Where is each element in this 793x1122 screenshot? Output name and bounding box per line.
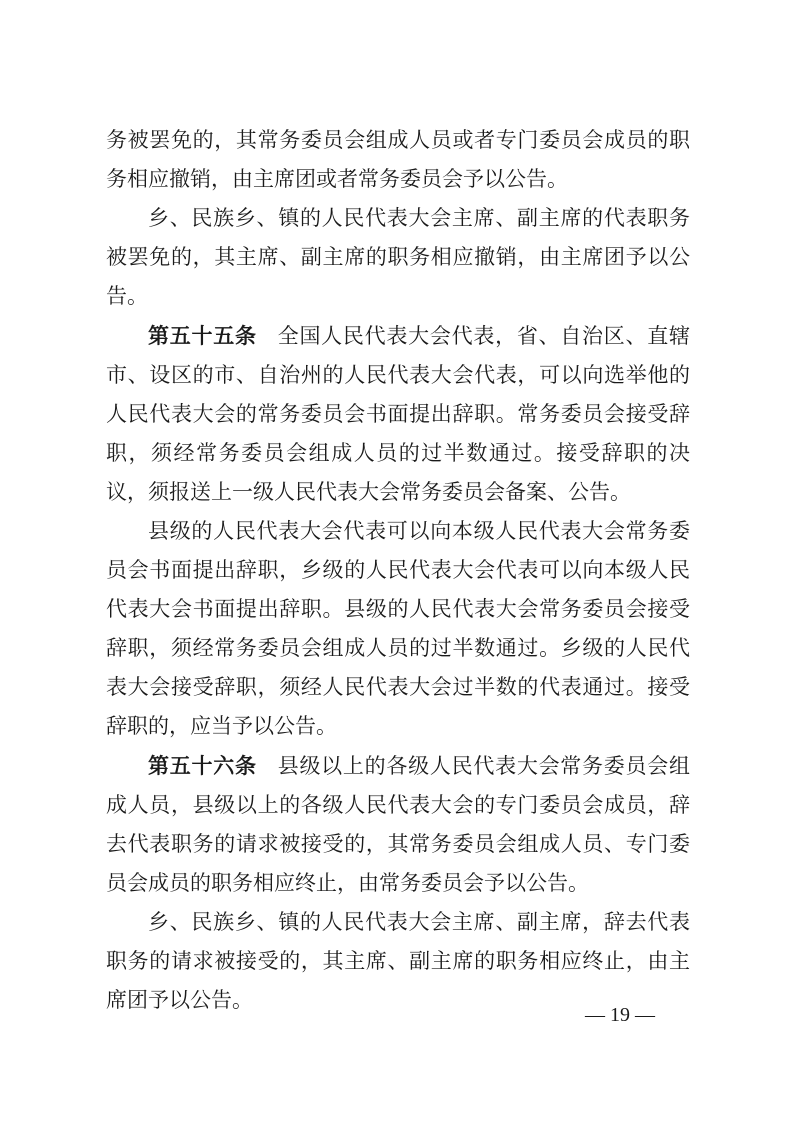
body-text [106,121,690,1020]
article-number: 第五十六条 [148,753,257,778]
article-55-paragraph [106,316,690,512]
paragraph-1 [106,121,690,199]
paragraph-4 [106,512,690,746]
paragraph-2 [106,199,690,316]
article-number: 第五十五条 [148,323,257,348]
paragraph-text: 乡、民族乡、镇的人民代表大会主席、副主席的代表职务被罢免的，其主席、副主席的职务相应撤销，由主席团予以公告。 [106,206,690,308]
paragraph-text: 县级的人民代表大会代表可以向本级人民代表大会常务委员会书面提出辞职，乡级的人民代表大会代表可以向本级人民代表大会书面提出辞职。县级的人民代表大会常务委员会接受辞职，须经常务委员会组成人员的过半数通过。乡级的人民代表大会接受辞职，须经人民代表大会过半数的代表通过。接受辞职的，应当予以公告。 [106,519,690,738]
article-56-paragraph [106,746,690,903]
paragraph-text: 全国人民代表大会代表，省、自治区、直辖市、设区的市、自治州的人民代表大会代表，可以向选举他的人民代表大会的常务委员会书面提出辞职。常务委员会接受辞职，须经常务委员会组成人员的过半数通过。接受辞职的决议，须报送上一级人民代表大会常务委员会备案、公告。 [106,324,691,504]
page-number: — 19 — [585,1004,655,1026]
paragraph-text: 乡、民族乡、镇的人民代表大会主席、副主席，辞去代表职务的请求被接受的，其主席、副主席的职务相应终止，由主席团予以公告。 [106,910,690,1012]
paragraph-text: 县级以上的各级人民代表大会常务委员会组成人员，县级以上的各级人民代表大会的专门委员会成员，辞去代表职务的请求被接受的，其常务委员会组成人员、专门委员会成员的职务相应终止，由常务委员会予以公告。 [106,754,691,895]
paragraph-text: 务被罢免的，其常务委员会组成人员或者专门委员会成员的职务相应撤销，由主席团或者常务委员会予以公告。 [106,128,690,191]
